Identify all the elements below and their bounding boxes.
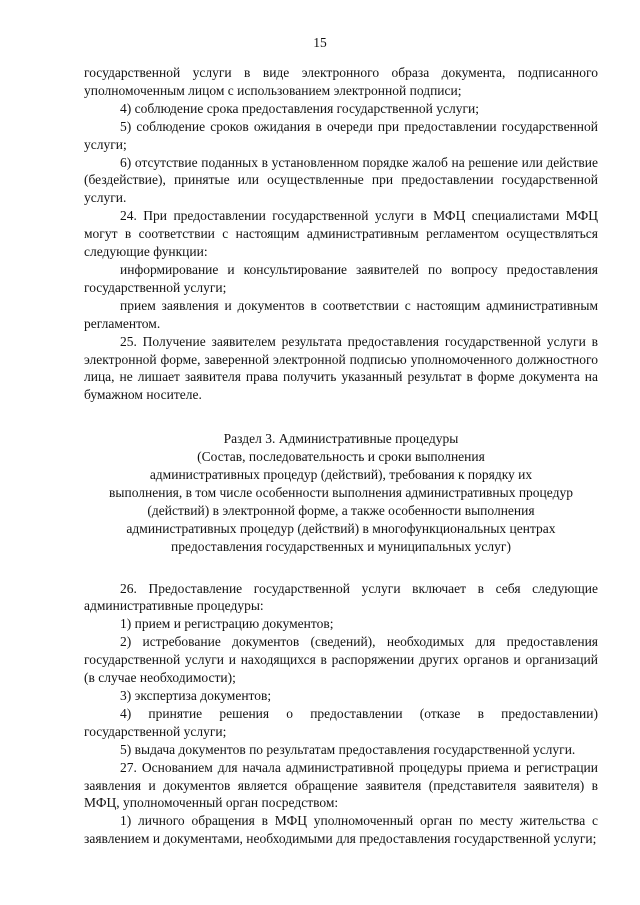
paragraph: государственной услуги в виде электронного образа документа, подписанного уполномоченным лицом с использованием электронной подписи; — [84, 65, 598, 98]
paragraph: 2) истребование документов (сведений), необходимых для предоставления государственной услуги и находящихся в распоряжении других органов и организаций (в случае необходимости); — [84, 634, 598, 686]
section-subtitle-line: выполнения, в том числе особенности выполнения административных процедур — [109, 484, 573, 500]
page-number: 15 — [313, 35, 327, 50]
paragraph: информирование и консультирование заявителей по вопросу предоставления государственной услуги; — [84, 261, 598, 295]
paragraph: 4) соблюдение срока предоставления государственной услуги; — [120, 100, 480, 116]
paragraph: 1) личного обращения в МФЦ уполномоченный орган по месту жительства с заявлением и документами, необходимыми для предоставления государственной услуги; — [84, 813, 598, 847]
section-subtitle-line: административных процедур (действий) в многофункциональных центрах — [126, 520, 556, 536]
section-subtitle-line: административных процедур (действий), требования к порядку их — [149, 467, 533, 483]
paragraph: 1) прием и регистрацию документов; — [120, 616, 334, 632]
paragraphs-top — [84, 64, 598, 404]
section-title: Раздел 3. Административные процедуры — [223, 431, 459, 447]
paragraph: 24. При предоставлении государственной услуги в МФЦ специалистами МФЦ могут в соответствии с настоящим административным регламентом осуществляться следующие функции: — [84, 208, 598, 260]
section-heading — [84, 430, 598, 555]
paragraph: 26. Предоставление государственной услуги включает в себя следующие административные процедуры: — [84, 580, 598, 614]
paragraph: прием заявления и документов в соответствии с настоящим административным регламентом. — [84, 297, 598, 331]
section-subtitle-line: (действий) в электронной форме, а также особенности выполнения — [147, 502, 535, 518]
document-body — [84, 64, 598, 848]
paragraph: 6) отсутствие поданных в установленном порядке жалоб на решение или действие (бездействие), принятые или осуществленные при предоставлении государственной услуги. — [84, 154, 598, 206]
paragraph: 27. Основанием для начала административной процедуры приема и регистрации заявления и документов является обращение заявителя (представителя заявителя) в МФЦ, уполномоченный орган посредством: — [84, 759, 598, 811]
paragraph: 5) выдача документов по результатам предоставления государственной услуги. — [120, 741, 576, 757]
paragraph: 25. Получение заявителем результата предоставления государственной услуги в электронной форме, заверенной электронной подписью уполномоченного должностного лица, не лишает заявителя права получить указанный результат в форме документа на бумажном носителе. — [84, 333, 598, 403]
paragraphs-bottom — [84, 580, 598, 849]
paragraph: 3) экспертиза документов; — [120, 688, 272, 703]
paragraph: 4) принятие решения о предоставлении (отказе в предоставлении) государственной услуги; — [84, 705, 598, 739]
section-subtitle-line: (Состав, последовательность и сроки выполнения — [197, 449, 485, 465]
section-subtitle-line: предоставления государственных и муниципальных услуг) — [171, 538, 511, 554]
paragraph: 5) соблюдение сроков ожидания в очереди при предоставлении государственной услуги; — [84, 118, 598, 152]
